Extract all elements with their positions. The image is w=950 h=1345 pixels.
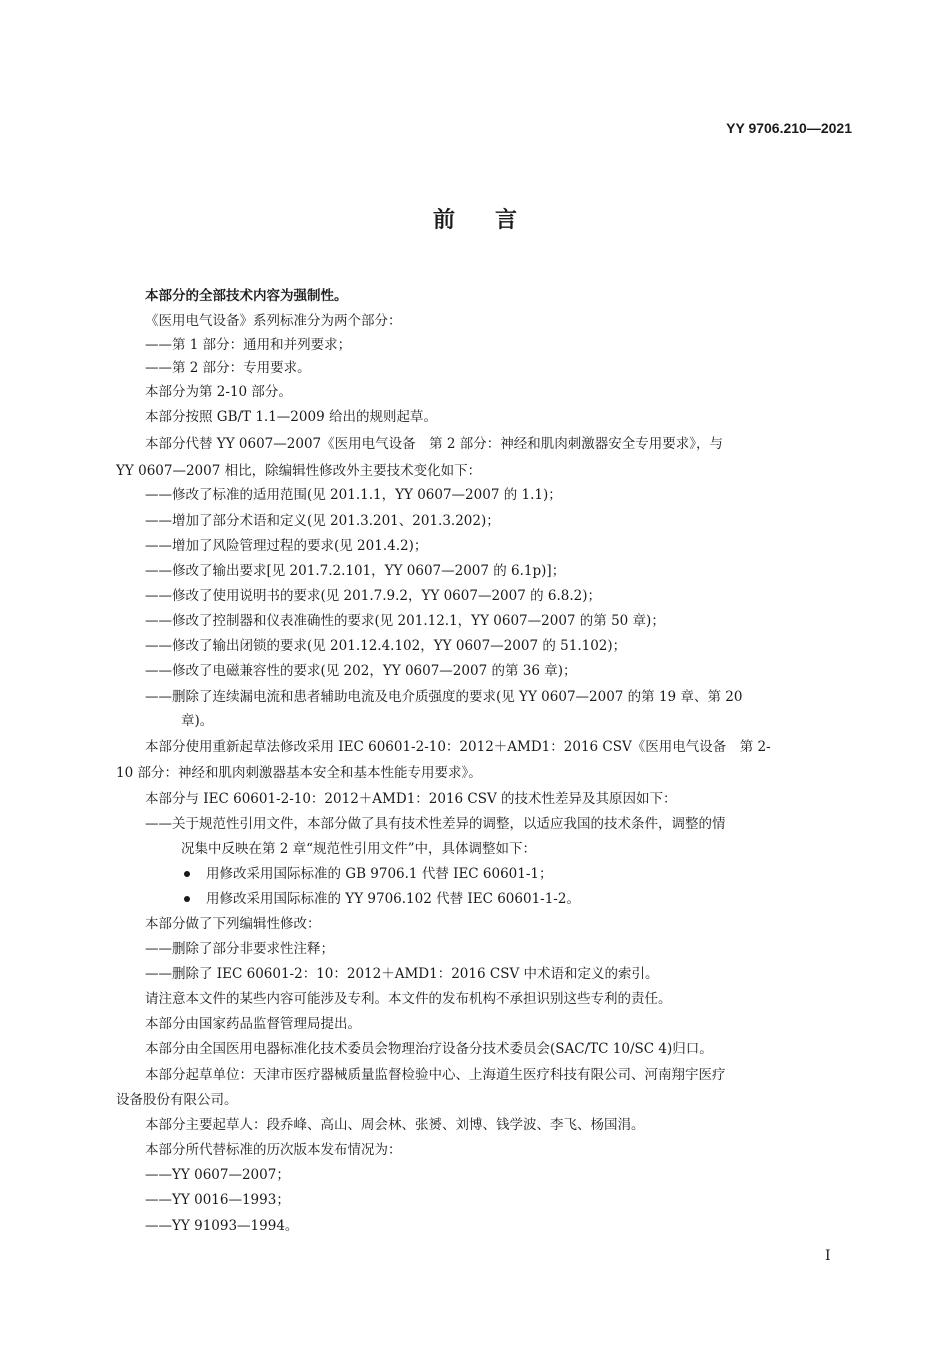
text-line: 本部分所代替标准的历次版本发布情况为：: [145, 1142, 402, 1158]
list-item: 用修改采用国际标准的 GB 9706.1 代替 IEC 60601-1；: [206, 866, 553, 882]
text-line: ——增加了风险管理过程的要求(见 201.4.2)；: [145, 538, 428, 554]
text-line: ——修改了标准的适用范围(见 201.1.1，YY 0607—2007 的 1.1)；: [145, 487, 562, 503]
text-line: ——第 2 部分：专用要求。: [145, 360, 311, 376]
text-line: 本部分主要起草人：段乔峰、高山、周会林、张赟、刘博、钱学波、李飞、杨国涓。: [145, 1117, 645, 1133]
text-line: 请注意本文件的某些内容可能涉及专利。本文件的发布机构不承担识别这些专利的责任。: [145, 991, 672, 1007]
text-line: ——增加了部分术语和定义(见 201.3.201、201.3.202)；: [145, 513, 500, 529]
text-line: 本部分由国家药品监督管理局提出。: [145, 1016, 361, 1032]
text-line: ——YY 91093—1994。: [145, 1218, 299, 1234]
text-line: 本部分按照 GB/T 1.1—2009 给出的规则起草。: [145, 409, 437, 425]
text-line: ——YY 0016—1993；: [145, 1192, 290, 1208]
text-line: ——删除了连续漏电流和患者辅助电流及电介质强度的要求(见 YY 0607—2007 的第 19 章、第 20: [145, 689, 743, 705]
text-line: 本部分起草单位：天津市医疗器械质量监督检验中心、上海道生医疗科技有限公司、河南翔宇医疗: [145, 1067, 726, 1083]
list-item: 用修改采用国际标准的 YY 9706.102 代替 IEC 60601-1-2。: [206, 891, 580, 907]
text-line: ——删除了部分非要求性注释；: [145, 941, 334, 957]
text-line: ——修改了使用说明书的要求(见 201.7.9.2，YY 0607—2007 的 6.8.2)；: [145, 588, 601, 604]
bullet-icon: [184, 871, 190, 877]
page-title: 前言: [432, 208, 557, 233]
bullet-icon: [184, 896, 190, 902]
text-line: ——第 1 部分：通用和并列要求；: [145, 337, 352, 353]
text-line: ——YY 0607—2007；: [145, 1167, 290, 1183]
text-line: 设备股份有限公司。: [116, 1092, 238, 1108]
page-number: I: [825, 1248, 831, 1264]
text-line: ——删除了 IEC 60601-2：10：2012＋AMD1：2016 CSV 中术语和定义的索引。: [145, 966, 659, 982]
text-line: 10 部分：神经和肌肉刺激器基本安全和基本性能专用要求》。: [116, 765, 482, 781]
text-line: 《医用电气设备》系列标准分为两个部分：: [145, 313, 402, 329]
standard-code: YY 9706.210—2021: [726, 120, 852, 136]
text-line: 本部分使用重新起草法修改采用 IEC 60601-2-10：2012＋AMD1：2016 CSV《医用电气设备 第 2-: [145, 739, 771, 755]
text-line: 本部分与 IEC 60601-2-10：2012＋AMD1：2016 CSV 的技术性差异及其原因如下：: [145, 791, 677, 807]
text-line: 本部分做了下列编辑性修改：: [145, 916, 321, 932]
text-line: 本部分代替 YY 0607—2007《医用电气设备 第 2 部分：神经和肌肉刺激器安全专用要求》，与: [145, 436, 724, 452]
text-line: 本部分由全国医用电器标准化技术委员会物理治疗设备分技术委员会(SAC/TC 10/SC 4)归口。: [145, 1041, 713, 1057]
text-line: 况集中反映在第 2 章“规范性引用文件”中，具体调整如下：: [181, 841, 536, 857]
text-line: 本部分的全部技术内容为强制性。: [145, 288, 348, 304]
text-line: 本部分为第 2-10 部分。: [145, 384, 292, 400]
text-line: ——关于规范性引用文件，本部分做了具有技术性差异的调整，以适应我国的技术条件，调整的情: [145, 816, 726, 832]
text-line: YY 0607—2007 相比，除编辑性修改外主要技术变化如下：: [116, 463, 482, 479]
text-line: ——修改了输出要求[见 201.7.2.101，YY 0607—2007 的 6.1p)]；: [145, 563, 566, 579]
text-line: ——修改了输出闭锁的要求(见 201.12.4.102，YY 0607—2007 的 51.102)；: [145, 638, 627, 654]
text-line: 章)。: [181, 713, 214, 729]
text-line: ——修改了电磁兼容性的要求(见 202，YY 0607—2007 的第 36 章)；: [145, 663, 577, 679]
text-line: ——修改了控制器和仪表准确性的要求(见 201.12.1，YY 0607—2007 的第 50 章)；: [145, 613, 665, 629]
